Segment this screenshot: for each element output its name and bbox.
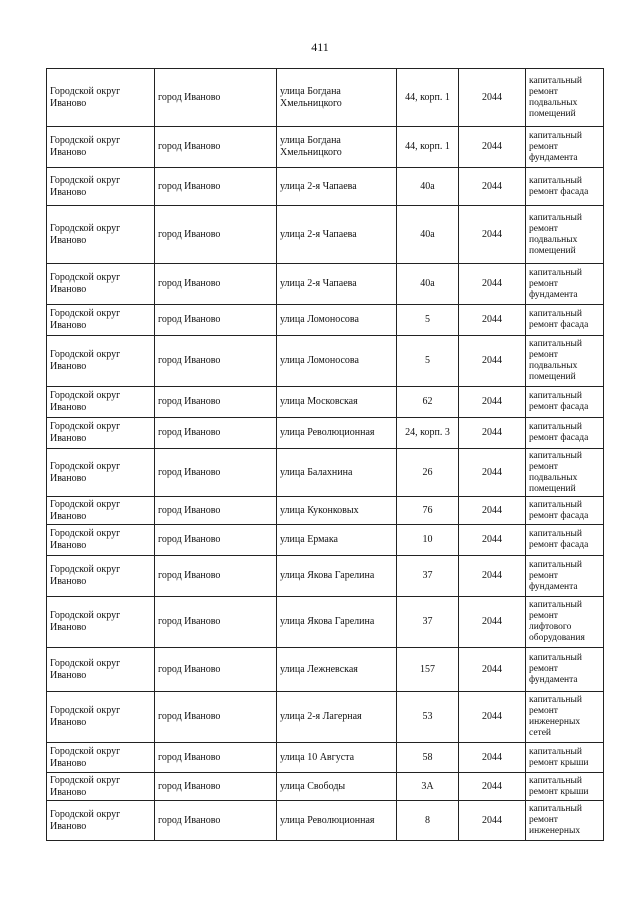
table-row xyxy=(47,556,604,597)
house-number-cell: 157 xyxy=(397,648,459,692)
year-cell: 2044 xyxy=(459,206,526,264)
year-cell: 2044 xyxy=(459,305,526,336)
table-row xyxy=(47,168,604,206)
work-type-cell: капитальный ремонт фасада xyxy=(526,418,604,449)
street-cell: улица Якова Гарелина xyxy=(277,597,397,648)
house-number-cell: 58 xyxy=(397,743,459,773)
street-cell: улица 2-я Лагерная xyxy=(277,692,397,743)
city-cell: город Иваново xyxy=(155,264,277,305)
year-cell: 2044 xyxy=(459,418,526,449)
table-row xyxy=(47,525,604,556)
work-type-cell: капитальный ремонт фундамента xyxy=(526,556,604,597)
work-type-cell: капитальный ремонт фундамента xyxy=(526,648,604,692)
street-cell: улица Богдана Хмельницкого xyxy=(277,69,397,127)
year-cell: 2044 xyxy=(459,449,526,497)
district-cell: Городской округ Иваново xyxy=(47,497,155,525)
table-row xyxy=(47,597,604,648)
house-number-cell: 26 xyxy=(397,449,459,497)
table-body xyxy=(47,69,604,841)
page-number: 411 xyxy=(311,40,329,54)
table-row xyxy=(47,418,604,449)
house-number-cell: 5 xyxy=(397,336,459,387)
street-cell: улица Революционная xyxy=(277,801,397,841)
work-type-cell: капитальный ремонт фундамента xyxy=(526,127,604,168)
district-cell: Городской округ Иваново xyxy=(47,305,155,336)
house-number-cell: 62 xyxy=(397,387,459,418)
city-cell: город Иваново xyxy=(155,127,277,168)
district-cell: Городской округ Иваново xyxy=(47,648,155,692)
district-cell: Городской округ Иваново xyxy=(47,525,155,556)
street-cell: улица Лежневская xyxy=(277,648,397,692)
year-cell: 2044 xyxy=(459,692,526,743)
city-cell: город Иваново xyxy=(155,497,277,525)
street-cell: улица Революционная xyxy=(277,418,397,449)
district-cell: Городской округ Иваново xyxy=(47,692,155,743)
house-number-cell: 37 xyxy=(397,597,459,648)
street-cell: улица Московская xyxy=(277,387,397,418)
table-row xyxy=(47,449,604,497)
work-type-cell: капитальный ремонт подвальных помещений xyxy=(526,206,604,264)
city-cell: город Иваново xyxy=(155,449,277,497)
street-cell: улица Ермака xyxy=(277,525,397,556)
house-number-cell: 53 xyxy=(397,692,459,743)
year-cell: 2044 xyxy=(459,597,526,648)
table-row xyxy=(47,206,604,264)
city-cell: город Иваново xyxy=(155,556,277,597)
city-cell: город Иваново xyxy=(155,168,277,206)
district-cell: Городской округ Иваново xyxy=(47,773,155,801)
year-cell: 2044 xyxy=(459,743,526,773)
street-cell: улица 10 Августа xyxy=(277,743,397,773)
table-row xyxy=(47,305,604,336)
district-cell: Городской округ Иваново xyxy=(47,743,155,773)
street-cell: улица Ломоносова xyxy=(277,305,397,336)
street-cell: улица 2-я Чапаева xyxy=(277,206,397,264)
district-cell: Городской округ Иваново xyxy=(47,168,155,206)
work-type-cell: капитальный ремонт крыши xyxy=(526,743,604,773)
city-cell: город Иваново xyxy=(155,305,277,336)
year-cell: 2044 xyxy=(459,648,526,692)
work-type-cell: капитальный ремонт фасада xyxy=(526,497,604,525)
city-cell: город Иваново xyxy=(155,525,277,556)
city-cell: город Иваново xyxy=(155,692,277,743)
house-number-cell: 40а xyxy=(397,206,459,264)
table-row xyxy=(47,336,604,387)
work-type-cell: капитальный ремонт лифтового оборудования xyxy=(526,597,604,648)
city-cell: город Иваново xyxy=(155,69,277,127)
work-type-cell: капитальный ремонт подвальных помещений xyxy=(526,449,604,497)
house-number-cell: 40а xyxy=(397,168,459,206)
house-number-cell: 24, корп. 3 xyxy=(397,418,459,449)
street-cell: улица Якова Гарелина xyxy=(277,556,397,597)
work-type-cell: капитальный ремонт фасада xyxy=(526,168,604,206)
table-row xyxy=(47,801,604,841)
work-type-cell: капитальный ремонт фундамента xyxy=(526,264,604,305)
district-cell: Городской округ Иваново xyxy=(47,387,155,418)
year-cell: 2044 xyxy=(459,168,526,206)
table-row xyxy=(47,264,604,305)
year-cell: 2044 xyxy=(459,801,526,841)
year-cell: 2044 xyxy=(459,497,526,525)
table-row xyxy=(47,692,604,743)
district-cell: Городской округ Иваново xyxy=(47,449,155,497)
year-cell: 2044 xyxy=(459,127,526,168)
city-cell: город Иваново xyxy=(155,597,277,648)
work-type-cell: капитальный ремонт подвальных помещений xyxy=(526,69,604,127)
street-cell: улица 2-я Чапаева xyxy=(277,264,397,305)
work-type-cell: капитальный ремонт фасада xyxy=(526,525,604,556)
street-cell: улица Ломоносова xyxy=(277,336,397,387)
city-cell: город Иваново xyxy=(155,418,277,449)
house-number-cell: 76 xyxy=(397,497,459,525)
house-number-cell: 5 xyxy=(397,305,459,336)
district-cell: Городской округ Иваново xyxy=(47,206,155,264)
city-cell: город Иваново xyxy=(155,743,277,773)
year-cell: 2044 xyxy=(459,69,526,127)
work-type-cell: капитальный ремонт фасада xyxy=(526,387,604,418)
city-cell: город Иваново xyxy=(155,387,277,418)
year-cell: 2044 xyxy=(459,264,526,305)
city-cell: город Иваново xyxy=(155,648,277,692)
year-cell: 2044 xyxy=(459,773,526,801)
district-cell: Городской округ Иваново xyxy=(47,556,155,597)
street-cell: улица Балахнина xyxy=(277,449,397,497)
street-cell: улица Свободы xyxy=(277,773,397,801)
street-cell: улица 2-я Чапаева xyxy=(277,168,397,206)
district-cell: Городской округ Иваново xyxy=(47,127,155,168)
table-row xyxy=(47,773,604,801)
street-cell: улица Богдана Хмельницкого xyxy=(277,127,397,168)
district-cell: Городской округ Иваново xyxy=(47,418,155,449)
table-row xyxy=(47,387,604,418)
year-cell: 2044 xyxy=(459,525,526,556)
repair-schedule-table xyxy=(46,68,604,841)
table-row xyxy=(47,743,604,773)
city-cell: город Иваново xyxy=(155,773,277,801)
table-row xyxy=(47,69,604,127)
work-type-cell: капитальный ремонт крыши xyxy=(526,773,604,801)
city-cell: город Иваново xyxy=(155,336,277,387)
house-number-cell: 44, корп. 1 xyxy=(397,127,459,168)
house-number-cell: 10 xyxy=(397,525,459,556)
table-row xyxy=(47,497,604,525)
house-number-cell: 44, корп. 1 xyxy=(397,69,459,127)
city-cell: город Иваново xyxy=(155,801,277,841)
year-cell: 2044 xyxy=(459,556,526,597)
district-cell: Городской округ Иваново xyxy=(47,264,155,305)
house-number-cell: 40а xyxy=(397,264,459,305)
district-cell: Городской округ Иваново xyxy=(47,597,155,648)
city-cell: город Иваново xyxy=(155,206,277,264)
table-row xyxy=(47,648,604,692)
work-type-cell: капитальный ремонт фасада xyxy=(526,305,604,336)
year-cell: 2044 xyxy=(459,336,526,387)
house-number-cell: 3А xyxy=(397,773,459,801)
district-cell: Городской округ Иваново xyxy=(47,801,155,841)
house-number-cell: 37 xyxy=(397,556,459,597)
district-cell: Городской округ Иваново xyxy=(47,336,155,387)
year-cell: 2044 xyxy=(459,387,526,418)
district-cell: Городской округ Иваново xyxy=(47,69,155,127)
work-type-cell: капитальный ремонт инженерных xyxy=(526,801,604,841)
table-row xyxy=(47,127,604,168)
work-type-cell: капитальный ремонт инженерных сетей xyxy=(526,692,604,743)
house-number-cell: 8 xyxy=(397,801,459,841)
street-cell: улица Куконковых xyxy=(277,497,397,525)
work-type-cell: капитальный ремонт подвальных помещений xyxy=(526,336,604,387)
